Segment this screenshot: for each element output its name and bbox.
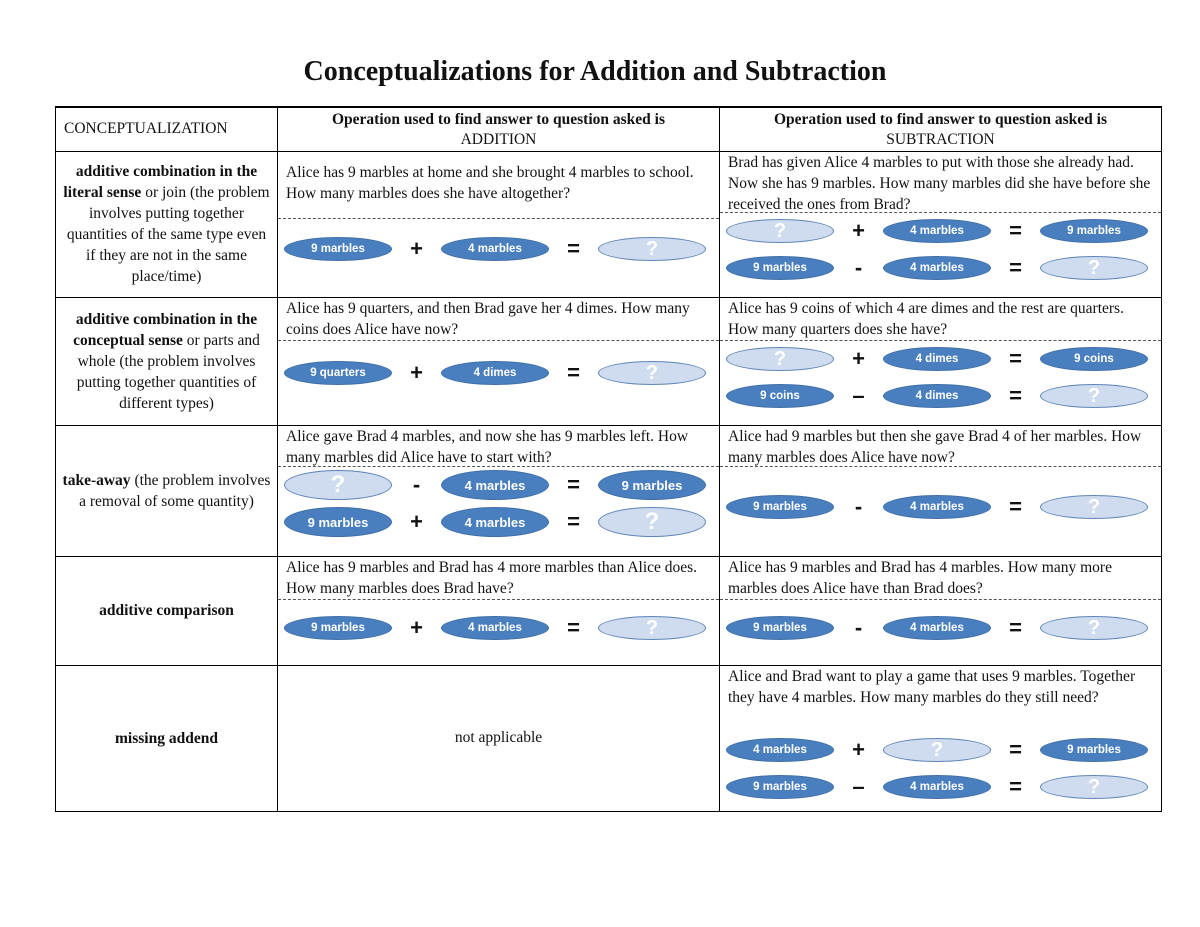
concept-description: or parts and whole (the problem involves putting together quantities of different types) [76,331,260,412]
page-title: Conceptualizations for Addition and Subtraction [303,56,887,87]
plus-sign: + [410,615,423,640]
quantity-oval: 9 marbles [598,470,706,500]
word-problem: Alice has 9 quarters, and then Brad gave her 4 dimes. How many coins does Alice have now? [278,298,719,341]
quantity-oval: 9 marbles [1040,219,1148,243]
quantity-oval: 9 quarters [284,361,392,385]
minus-sign: - [854,255,863,280]
word-problem: Alice and Brad want to play a game that uses 9 marbles. Together they have 4 marbles. How many marbles do they still need? [728,667,1136,706]
equals-sign: = [1009,737,1022,762]
minus-sign: – [852,774,865,799]
conceptualization-table [55,106,1162,812]
header-subtraction [720,107,1162,151]
equation-set [720,341,1161,415]
equation-row [720,769,1161,806]
equals-sign: = [1009,218,1022,243]
word-problem: Alice has 9 coins of which 4 are dimes and the rest are quarters. How many quarters does she have? [720,298,1161,341]
concept-term: additive combination in the conceptual sense [73,310,258,349]
quantity-oval: 9 coins [726,384,834,408]
equation-row [720,378,1161,415]
plus-sign: + [852,737,865,762]
quantity-oval: 4 marbles [883,775,991,799]
unknown-oval: ? [598,237,706,261]
unknown-oval: ? [1040,775,1148,799]
concept-description: (the problem involves a removal of some quantity) [79,471,271,510]
header-addition-line1: Operation used to find answer to question asked is [331,111,665,128]
concept-term: additive comparison [99,602,234,619]
quantity-oval: 4 marbles [883,495,991,519]
equals-sign: = [1009,346,1022,371]
addition-cell [278,425,720,556]
word-problem: Alice has 9 marbles and Brad has 4 marbles. How many more marbles does Alice have than Brad does? [720,557,1161,600]
equation-set [720,610,1161,647]
plus-sign: + [852,218,865,243]
concept-description: or join (the problem involves putting together quantities of the same type even if they are not in the same place/time) [66,184,270,285]
equals-sign: = [567,472,580,497]
addition-cell [278,297,720,425]
quantity-oval: 4 marbles [883,256,991,280]
table-row [56,425,1162,556]
header-addition [278,107,720,151]
concept-term: take-away [62,471,131,489]
quantity-oval: 4 marbles [726,738,834,762]
unknown-oval: ? [598,507,706,537]
quantity-oval: 4 marbles [441,507,549,537]
equation-set [278,355,719,392]
minus-sign: - [854,494,863,519]
quantity-oval: 9 marbles [284,616,392,640]
quantity-oval: 9 marbles [726,495,834,519]
minus-sign: - [412,472,421,497]
equation-set [720,213,1161,287]
quantity-oval: 9 marbles [284,507,392,537]
unknown-oval: ? [1040,616,1148,640]
word-problem: Brad has given Alice 4 marbles to put with those she already had. Now she has 9 marbles. How many marbles did she have before she received the ones from Brad? [720,152,1161,213]
equals-sign: = [567,615,580,640]
minus-sign: – [852,383,865,408]
equals-sign: = [567,360,580,385]
equals-sign: = [567,509,580,534]
unknown-oval: ? [1040,495,1148,519]
unknown-oval: ? [1040,384,1148,408]
equation-set [720,489,1161,526]
header-subtraction-line1: Operation used to find answer to question asked is [773,111,1107,128]
subtraction-cell [720,297,1162,425]
concept-cell [56,151,278,297]
plus-sign: + [410,360,423,385]
word-problem: Alice had 9 marbles but then she gave Brad 4 of her marbles. How many marbles does Alice have now? [720,426,1161,467]
unknown-oval: ? [726,347,834,371]
subtraction-cell [720,151,1162,297]
equation-set [720,732,1161,806]
plus-sign: + [410,236,423,261]
word-problem: Alice has 9 marbles and Brad has 4 more marbles than Alice does. How many marbles does Brad have? [278,557,719,600]
quantity-oval: 9 coins [1040,347,1148,371]
quantity-oval: 4 marbles [441,237,549,261]
unknown-oval: ? [883,738,991,762]
equals-sign: = [1009,774,1022,799]
quantity-oval: 9 marbles [284,237,392,261]
quantity-oval: 9 marbles [726,775,834,799]
plus-sign: + [410,509,423,534]
equation-row [278,467,719,504]
quantity-oval: 9 marbles [1040,738,1148,762]
header-conceptualization: CONCEPTUALIZATION [56,107,278,151]
subtraction-cell [720,425,1162,556]
equation-row [278,504,719,541]
equation-set [278,467,719,541]
header-addition-line2: ADDITION [460,131,537,148]
quantity-oval: 4 marbles [441,470,549,500]
minus-sign: - [854,615,863,640]
concept-term: additive combination in the literal sense [63,163,258,201]
equals-sign: = [1009,494,1022,519]
addition-cell [278,151,720,297]
table-row [56,556,1162,665]
equation-set [278,231,719,268]
unknown-oval: ? [284,470,392,500]
subtraction-cell [720,665,1162,811]
concept-cell [56,556,278,665]
equation-row [720,341,1161,378]
header-row [56,107,1162,151]
equation-row [720,610,1161,647]
equals-sign: = [1009,255,1022,280]
quantity-oval: 4 marbles [883,616,991,640]
quantity-oval: 4 dimes [883,384,991,408]
not-applicable-cell: not applicable [278,665,720,811]
quantity-oval: 4 marbles [883,219,991,243]
concept-cell [56,665,278,811]
equals-sign: = [567,236,580,261]
quantity-oval: 9 marbles [726,616,834,640]
equals-sign: = [1009,615,1022,640]
word-problem: Alice has 9 marbles at home and she brought 4 marbles to school. How many marbles does she have altogether? [278,152,719,219]
equation-set [278,610,719,647]
addition-cell [278,556,720,665]
plus-sign: + [852,346,865,371]
unknown-oval: ? [598,616,706,640]
equation-row [278,610,719,647]
quantity-oval: 9 marbles [726,256,834,280]
concept-cell [56,297,278,425]
equation-row [278,355,719,392]
concept-term: missing addend [115,729,218,747]
table-row [56,297,1162,425]
equation-row [278,231,719,268]
equals-sign: = [1009,383,1022,408]
table-row [56,151,1162,297]
table-row [56,665,1162,811]
equation-row [720,213,1161,250]
quantity-oval: 4 marbles [441,616,549,640]
quantity-oval: 4 dimes [883,347,991,371]
equation-row [720,250,1161,287]
header-subtraction-line2: SUBTRACTION [886,131,995,148]
quantity-oval: 4 dimes [441,361,549,385]
unknown-oval: ? [726,219,834,243]
subtraction-cell [720,556,1162,665]
equation-row [720,489,1161,526]
concept-cell [56,425,278,556]
unknown-oval: ? [1040,256,1148,280]
equation-row [720,732,1161,769]
word-problem: Alice gave Brad 4 marbles, and now she has 9 marbles left. How many marbles did Alice have to start with? [278,426,719,467]
unknown-oval: ? [598,361,706,385]
